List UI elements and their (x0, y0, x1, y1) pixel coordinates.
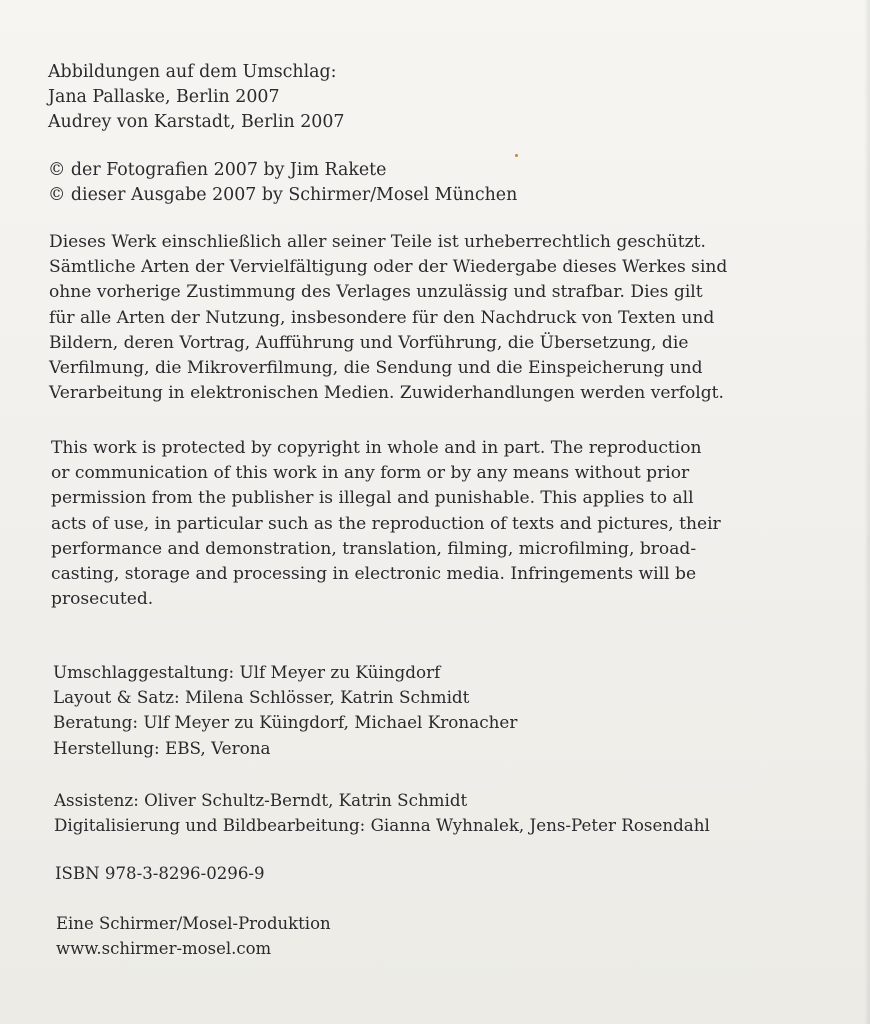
isbn-block (55, 861, 265, 886)
isbn-number: ISBN 978-3-8296-0296-9 (55, 864, 265, 883)
credit-layout: Layout & Satz: Milena Schlösser, Katrin Schmidt (53, 687, 470, 708)
legal-notice-line: Verfilmung, die Mikroverfilmung, die Sendung und die Einspeicherung und (49, 357, 703, 378)
legal-notice-line: Sämtliche Arten der Vervielfältigung oder der Wiedergabe dieses Werkes sind (49, 257, 728, 278)
publisher-name: Eine Schirmer/Mosel-Produktion (56, 914, 331, 933)
legal-notice-line: permission from the publisher is illegal and punishable. This applies to all (51, 488, 694, 509)
cover-credits-heading: Abbildungen auf dem Umschlag: (48, 62, 337, 82)
legal-notice-line: Dieses Werk einschließlich aller seiner Teile ist urheberrechtlich geschützt. (49, 232, 706, 252)
credit-cover-design: Umschlaggestaltung: Ulf Meyer zu Küingdorf (53, 662, 441, 682)
cover-credit-line: Jana Pallaske, Berlin 2007 (48, 87, 280, 108)
copyright-line-edition: © dieser Ausgabe 2007 by Schirmer/Mosel München (48, 185, 518, 206)
credit-manufacturing: Herstellung: EBS, Verona (53, 737, 271, 758)
production-credits-block (53, 660, 517, 761)
copyright-line-photos: © der Fotografien 2007 by Jim Rakete (48, 160, 387, 180)
legal-notice-english (51, 436, 721, 612)
assistance-credits-block (54, 788, 710, 838)
credit-consulting: Beratung: Ulf Meyer zu Küingdorf, Michael Kronacher (53, 712, 518, 733)
legal-notice-line: prosecuted. (51, 589, 154, 610)
page-edge-shadow (864, 0, 870, 1024)
legal-notice-line: Bildern, deren Vortrag, Aufführung und Vorführung, die Übersetzung, die (49, 332, 689, 353)
legal-notice-line: performance and demonstration, translation, filming, microfilming, broad- (51, 538, 697, 559)
credit-digitization: Digitalisierung und Bildbearbeitung: Gianna Wyhnalek, Jens-Peter Rosendahl (54, 815, 710, 836)
legal-notice-line: ohne vorherige Zustimmung des Verlages unzulässig und strafbar. Dies gilt (49, 282, 703, 303)
copyright-block (48, 158, 517, 208)
paper-speck (515, 154, 518, 157)
legal-notice-line: This work is protected by copyright in whole and in part. The reproduction (51, 438, 702, 458)
credit-assistance: Assistenz: Oliver Schultz-Berndt, Katrin Schmidt (54, 790, 468, 810)
legal-notice-line: acts of use, in particular such as the reproduction of texts and pictures, their (51, 513, 721, 534)
publisher-block (56, 911, 331, 961)
legal-notice-line: Verarbeitung in elektronischen Medien. Zuwiderhandlungen werden verfolgt. (49, 383, 724, 404)
legal-notice-line: für alle Arten der Nutzung, insbesondere für den Nachdruck von Texten und (49, 307, 715, 328)
legal-notice-german (49, 230, 727, 406)
publisher-website: www.schirmer-mosel.com (56, 939, 272, 959)
cover-credits-block (48, 60, 345, 136)
cover-credit-line: Audrey von Karstadt, Berlin 2007 (48, 112, 345, 133)
legal-notice-line: casting, storage and processing in electronic media. Infringements will be (51, 563, 697, 584)
legal-notice-line: or communication of this work in any form or by any means without prior (51, 463, 690, 484)
